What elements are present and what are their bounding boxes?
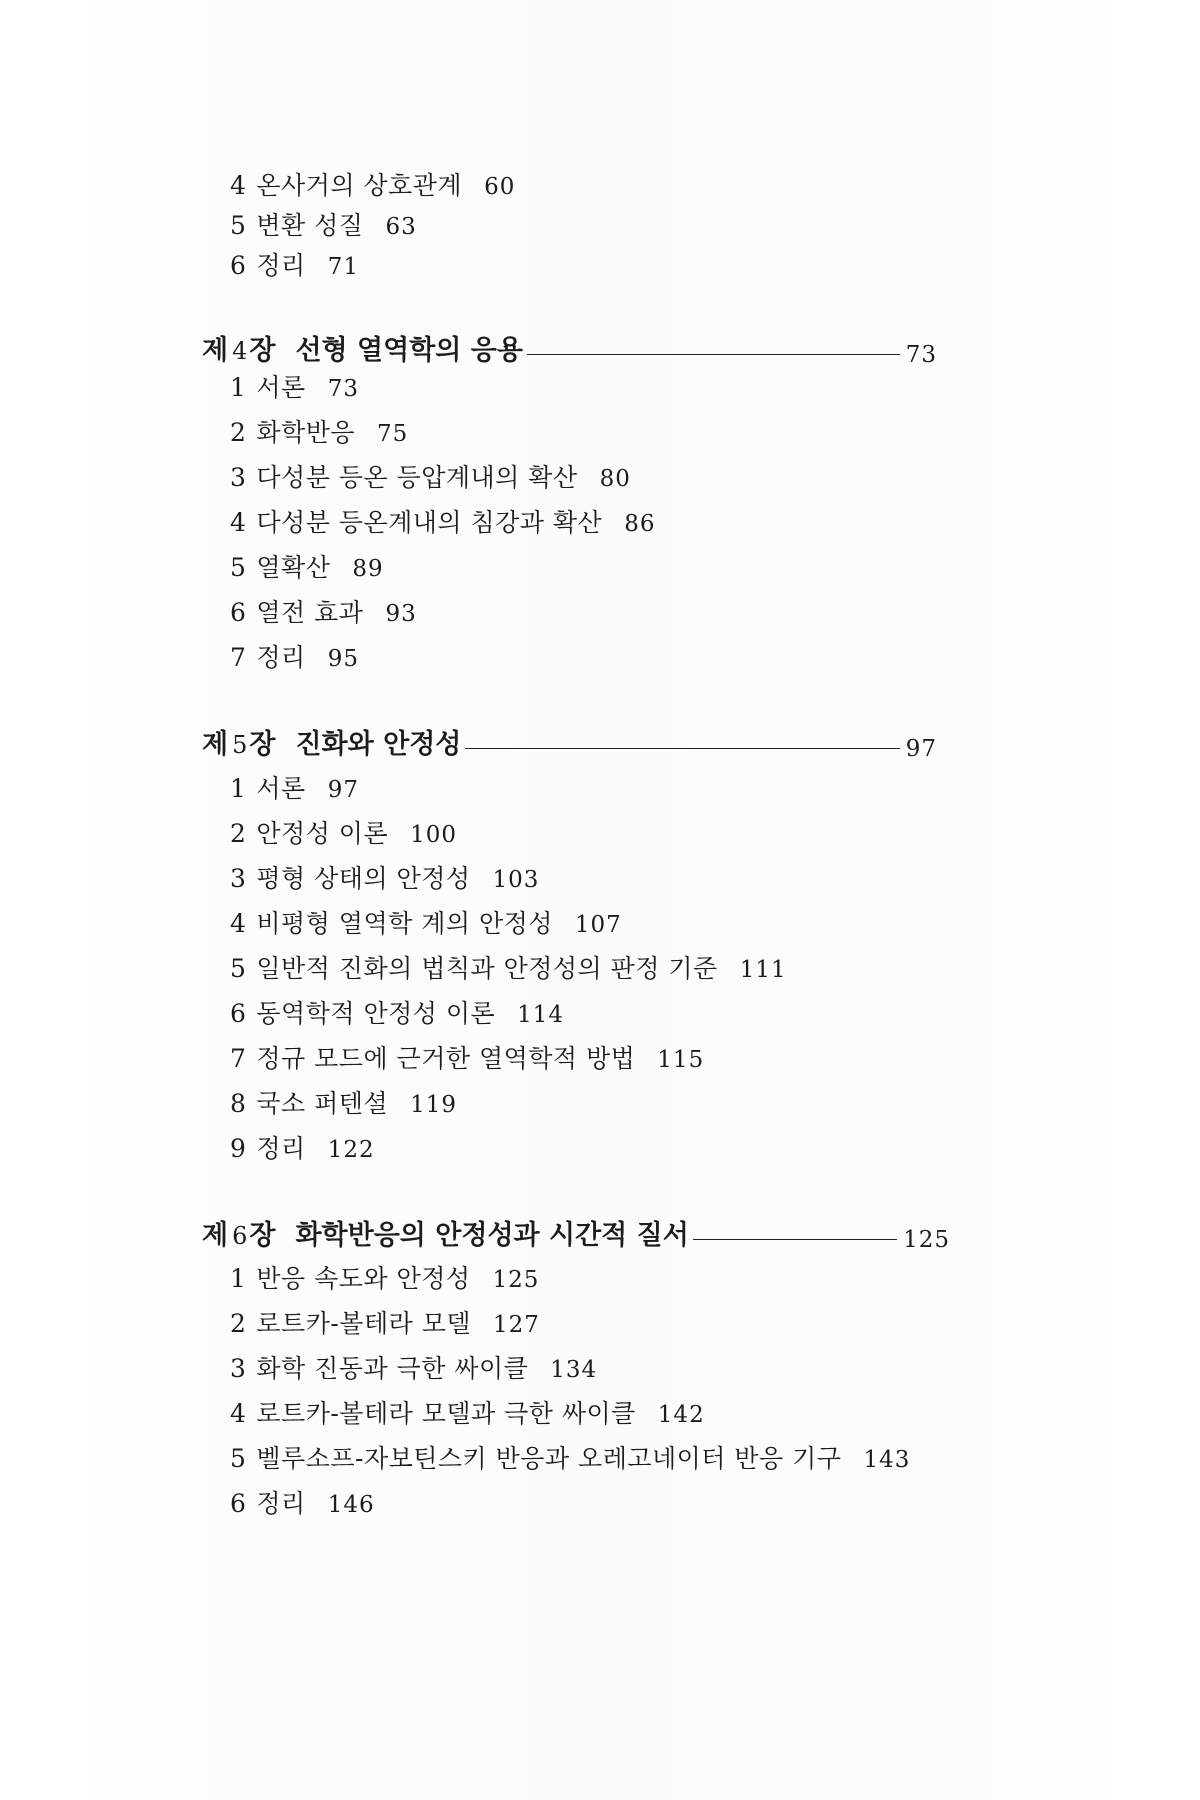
entry-page: 100 (410, 822, 458, 848)
toc-entry (230, 503, 655, 543)
entry-title: 정리 (256, 251, 306, 280)
chapter-title: 화학반응의 안정성과 시간적 질서 (295, 1220, 689, 1251)
entry-title: 정리 (256, 1489, 306, 1518)
toc-entry (230, 859, 539, 899)
entry-page: 122 (327, 1137, 375, 1163)
chapter-page: 73 (905, 342, 937, 368)
toc-entry (230, 1084, 457, 1124)
entry-page: 89 (352, 556, 384, 582)
entry-page: 73 (327, 376, 359, 402)
entry-page: 80 (599, 466, 631, 492)
entry-title: 비평형 열역학 계의 안정성 (256, 909, 553, 938)
entry-title: 정리 (256, 1134, 306, 1163)
leader-line (693, 1239, 897, 1240)
entry-title: 동역학적 안정성 이론 (256, 999, 496, 1028)
leader-line (527, 354, 900, 355)
entry-number: 6 (230, 598, 247, 627)
entry-title: 다성분 등온계내의 침강과 확산 (256, 508, 603, 537)
entry-title: 열확산 (256, 553, 331, 582)
toc-entry (230, 769, 359, 809)
chapter-number: 5 (232, 731, 248, 759)
entry-page: 75 (377, 421, 409, 447)
entry-title: 로트카-볼테라 모델과 극한 싸이클 (256, 1399, 636, 1428)
toc-entry (230, 1129, 375, 1169)
entry-title: 반응 속도와 안정성 (256, 1264, 471, 1293)
toc-entry (230, 246, 359, 286)
entry-page: 127 (493, 1312, 540, 1338)
entry-number: 9 (230, 1134, 247, 1163)
chapter-title: 선형 열역학의 응용 (295, 335, 523, 366)
entry-title: 온사거의 상호관계 (256, 171, 463, 200)
toc-entry (230, 814, 457, 854)
entry-page: 63 (385, 214, 417, 240)
entry-title: 평형 상태의 안정성 (256, 864, 471, 893)
entry-page: 146 (327, 1492, 375, 1518)
entry-number: 6 (230, 251, 247, 280)
entry-page: 93 (385, 601, 417, 627)
toc-entry (230, 413, 408, 453)
entry-title: 벨루소프-자보틴스키 반응과 오레고네이터 반응 기구 (256, 1444, 842, 1473)
chapter-suffix: 장 (249, 1220, 276, 1251)
entry-number: 2 (230, 819, 247, 848)
entry-page: 95 (327, 646, 359, 672)
toc-entry (230, 949, 787, 989)
entry-number: 8 (230, 1089, 247, 1118)
toc-entry (230, 1484, 375, 1524)
entry-title: 서론 (256, 774, 306, 803)
toc-entry (230, 206, 417, 246)
entry-page: 143 (863, 1447, 911, 1473)
chapter-page: 125 (903, 1227, 950, 1253)
entry-title: 로트카-볼테라 모델 (256, 1309, 472, 1338)
entry-page: 125 (492, 1267, 540, 1293)
chapter-prefix: 제 (202, 335, 229, 366)
entry-number: 6 (230, 999, 247, 1028)
entry-title: 일반적 진화의 법칙과 안정성의 판정 기준 (256, 954, 718, 983)
toc-entry (230, 994, 564, 1034)
entry-title: 국소 퍼텐셜 (256, 1089, 389, 1118)
toc-entry (230, 1304, 540, 1344)
entry-page: 119 (410, 1092, 458, 1118)
entry-page: 86 (624, 511, 656, 537)
entry-page: 114 (517, 1002, 565, 1028)
entry-number: 5 (230, 211, 247, 240)
entry-number: 2 (230, 418, 247, 447)
chapter-number: 4 (232, 337, 248, 365)
entry-number: 5 (230, 1444, 247, 1473)
entry-number: 3 (230, 1354, 247, 1383)
entry-number: 4 (230, 909, 247, 938)
chapter-suffix: 장 (249, 335, 276, 366)
entry-title: 정규 모드에 근거한 열역학적 방법 (256, 1044, 636, 1073)
entry-page: 103 (492, 867, 540, 893)
toc-entry (230, 1439, 910, 1479)
toc-entry (230, 166, 515, 206)
entry-number: 1 (230, 774, 247, 803)
entry-number: 7 (230, 1044, 247, 1073)
toc-entry (230, 638, 359, 678)
entry-number: 3 (230, 864, 247, 893)
toc-entry (230, 1349, 597, 1389)
entry-number: 4 (230, 1399, 247, 1428)
entry-number: 4 (230, 508, 247, 537)
entry-title: 변환 성질 (256, 211, 364, 240)
entry-number: 5 (230, 553, 247, 582)
entry-number: 6 (230, 1489, 247, 1518)
entry-title: 정리 (256, 643, 306, 672)
entry-title: 다성분 등온 등압계내의 확산 (256, 463, 578, 492)
entry-number: 1 (230, 1264, 247, 1293)
toc-entry (230, 458, 631, 498)
chapter-suffix: 장 (249, 729, 276, 760)
entry-number: 1 (230, 373, 247, 402)
entry-title: 안정성 이론 (256, 819, 389, 848)
entry-page: 134 (550, 1357, 598, 1383)
toc-entry (230, 1039, 704, 1079)
chapter-page: 97 (905, 736, 937, 762)
entry-title: 서론 (256, 373, 306, 402)
entry-page: 115 (657, 1047, 705, 1073)
entry-number: 3 (230, 463, 247, 492)
entry-page: 111 (739, 957, 787, 983)
chapter-number: 6 (232, 1222, 248, 1250)
toc-entry (230, 548, 384, 588)
entry-page: 60 (484, 174, 516, 200)
entry-page: 97 (327, 777, 359, 803)
entry-number: 2 (230, 1309, 247, 1338)
chapter-prefix: 제 (202, 729, 229, 760)
toc-entry (230, 904, 622, 944)
toc-entry (230, 1259, 539, 1299)
chapter-heading (202, 722, 937, 768)
toc-entry (230, 368, 359, 408)
entry-title: 화학반응 (256, 418, 356, 447)
leader-line (465, 748, 899, 749)
entry-page: 71 (327, 254, 359, 280)
entry-page: 142 (657, 1402, 705, 1428)
chapter-prefix: 제 (202, 1220, 229, 1251)
entry-page: 107 (574, 912, 622, 938)
chapter-heading (202, 1213, 950, 1259)
entry-title: 화학 진동과 극한 싸이클 (256, 1354, 529, 1383)
entry-title: 열전 효과 (256, 598, 364, 627)
entry-number: 5 (230, 954, 247, 983)
entry-number: 4 (230, 171, 247, 200)
chapter-title: 진화와 안정성 (295, 729, 462, 760)
toc-entry (230, 1394, 705, 1434)
toc-entry (230, 593, 417, 633)
entry-number: 7 (230, 643, 247, 672)
